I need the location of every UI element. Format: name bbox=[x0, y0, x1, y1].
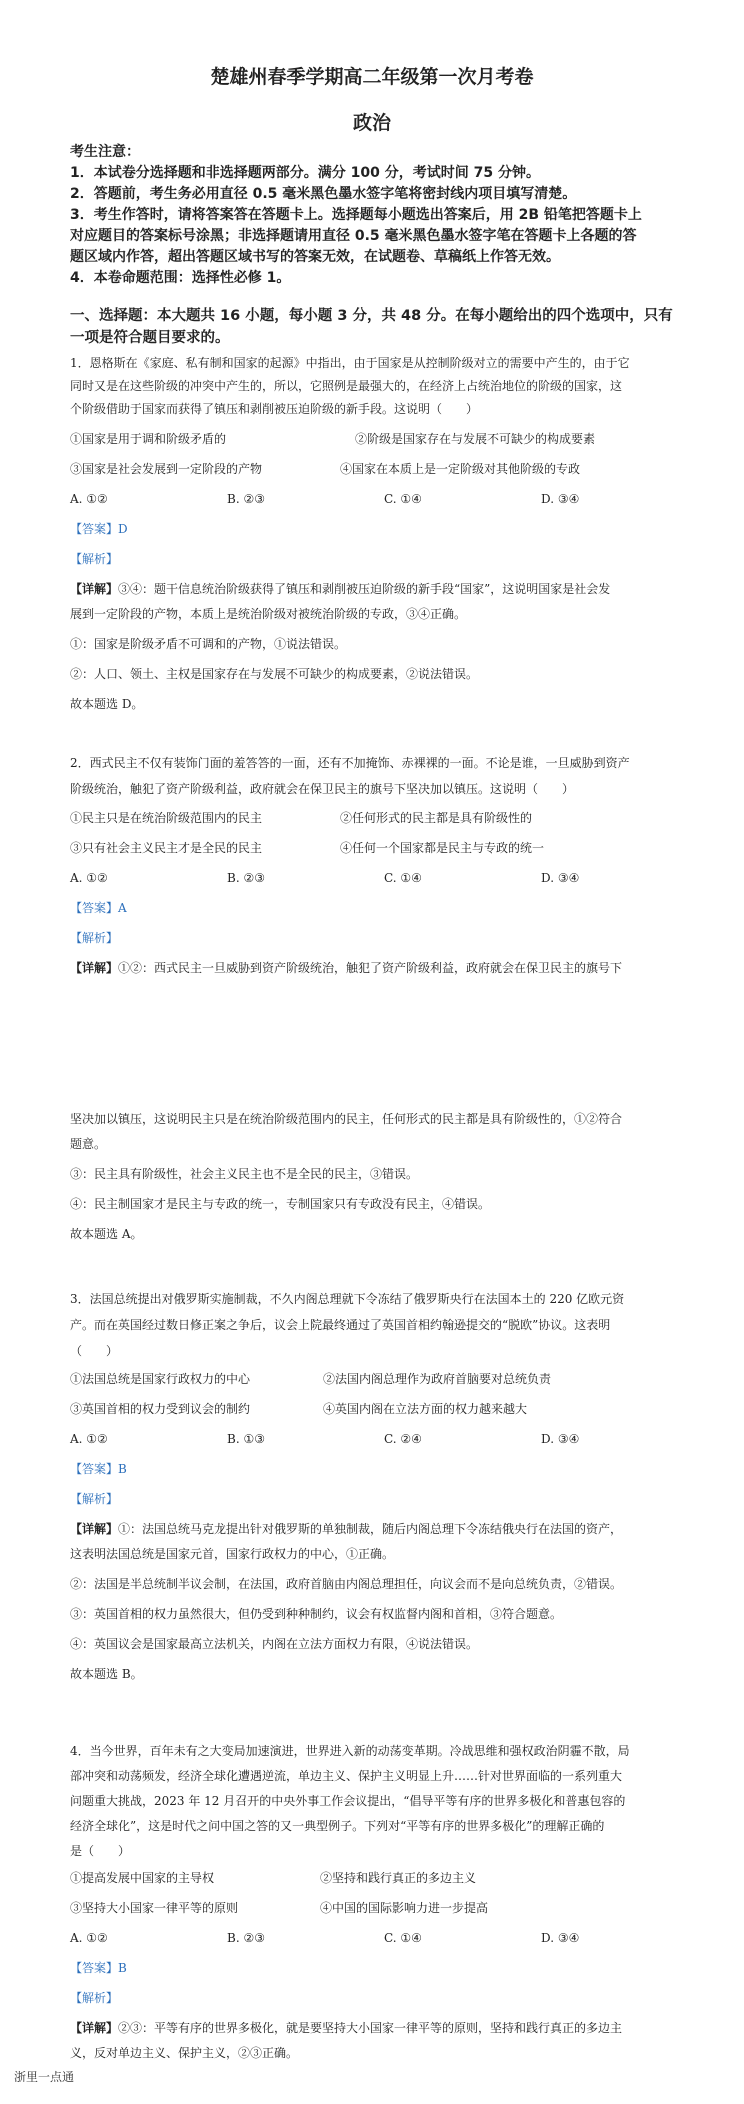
option-item: ①法国总统是国家行政权力的中心 bbox=[70, 1372, 251, 1386]
choice-b[interactable]: B. ②③ bbox=[227, 871, 265, 885]
question-stem-line: 是（ ） bbox=[70, 1844, 131, 1858]
detail-line: ③：英国首相的权力虽然很大，但仍受到种种制约，议会有权监督内阁和首相，③符合题意。 bbox=[70, 1607, 563, 1621]
option-item: ③国家是社会发展到一定阶段的产物 bbox=[70, 462, 263, 476]
choice-row bbox=[70, 1927, 695, 1950]
question-stem-line: 同时又是在这些阶级的冲突中产生的，所以，它照例是最强大的，在经济上占统治地位的阶级的国家，这 bbox=[70, 379, 623, 393]
question-2 bbox=[70, 752, 695, 980]
question-stem-line: （ ） bbox=[70, 1344, 119, 1358]
section-heading bbox=[70, 305, 690, 349]
choice-b[interactable]: B. ②③ bbox=[227, 1931, 265, 1945]
detail-text: ③④：题干信息统治阶级获得了镇压和剥削被压迫阶级的新手段“国家”，这说明国家是社会发 bbox=[118, 582, 611, 596]
option-item: ②法国内阁总理作为政府首脑要对总统负责 bbox=[323, 1372, 552, 1386]
notice-line: 2．答题前，考生务必用直径 0.5 毫米黑色墨水签字笔将密封线内项目填写清楚。 bbox=[70, 186, 577, 202]
notice-line: 对应题目的答案标号涂黑；非选择题请用直径 0.5 毫米黑色墨水签字笔在答题卡上各题的答 bbox=[70, 228, 637, 244]
choice-row bbox=[70, 488, 695, 511]
answer-label: 【答案】B bbox=[70, 1462, 127, 1476]
option-item: ③只有社会主义民主才是全民的民主 bbox=[70, 841, 263, 855]
choice-d[interactable]: D. ③④ bbox=[541, 1432, 580, 1446]
option-item: ④国家在本质上是一定阶级对其他阶级的专政 bbox=[340, 462, 581, 476]
option-row bbox=[70, 458, 695, 481]
detail-line: 展到一定阶段的产物，本质上是统治阶级对被统治阶级的专政，③④正确。 bbox=[70, 607, 467, 621]
detail-line: 义，反对单边主义、保护主义，②③正确。 bbox=[70, 2046, 299, 2060]
detail-line: 这表明法国总统是国家元首，国家行政权力的中心，①正确。 bbox=[70, 1547, 395, 1561]
section-line: 一项是符合题目要求的。 bbox=[70, 330, 230, 346]
detail-label: 【详解】 bbox=[70, 961, 119, 975]
option-row bbox=[70, 1897, 695, 1920]
choice-a[interactable]: A. ①② bbox=[70, 1931, 108, 1945]
detail-line: 故本题选 B。 bbox=[70, 1667, 143, 1681]
choice-row bbox=[70, 1428, 695, 1451]
choice-d[interactable]: D. ③④ bbox=[541, 871, 580, 885]
choice-c[interactable]: C. ①④ bbox=[384, 871, 422, 885]
choice-d[interactable]: D. ③④ bbox=[541, 492, 580, 506]
question-stem-line: 3．法国总统提出对俄罗斯实施制裁，不久内阁总理就下令冻结了俄罗斯央行在法国本土的 220 亿欧元资 bbox=[70, 1292, 625, 1306]
choice-c[interactable]: C. ②④ bbox=[384, 1432, 422, 1446]
question-stem-line: 4．当今世界，百年未有之大变局加速演进，世界进入新的动荡变革期。冷战思维和强权政治阴霾不散，局 bbox=[70, 1744, 630, 1758]
option-item: ②坚持和践行真正的多边主义 bbox=[320, 1871, 477, 1885]
question-stem-line: 部冲突和动荡频发，经济全球化遭遇逆流，单边主义、保护主义明显上升……针对世界面临的一系列重大 bbox=[70, 1769, 623, 1783]
detail-line: 故本题选 D。 bbox=[70, 697, 144, 711]
option-row bbox=[70, 1368, 695, 1391]
question-stem-line: 经济全球化”，这是时代之问中国之答的又一典型例子。下列对“平等有序的世界多极化”的理解正确的 bbox=[70, 1819, 605, 1833]
choice-a[interactable]: A. ①② bbox=[70, 1432, 108, 1446]
analysis-label: 【解析】 bbox=[70, 1991, 119, 2005]
detail-line: 坚决加以镇压，这说明民主只是在统治阶级范围内的民主，任何形式的民主都是具有阶级性的，①②符合 bbox=[70, 1112, 623, 1126]
notice-line: 4．本卷命题范围：选择性必修 1。 bbox=[70, 270, 291, 286]
detail-line: ④：民主制国家才是民主与专政的统一，专制国家只有专政没有民主，④错误。 bbox=[70, 1197, 491, 1211]
detail-line: ③：民主具有阶级性，社会主义民主也不是全民的民主，③错误。 bbox=[70, 1167, 419, 1181]
question-stem-line: 阶级统治，触犯了资产阶级利益，政府就会在保卫民主的旗号下坚决加以镇压。这说明（ ） bbox=[70, 782, 575, 796]
analysis-label: 【解析】 bbox=[70, 552, 119, 566]
choice-c[interactable]: C. ①④ bbox=[384, 1931, 422, 1945]
option-item: ②阶级是国家存在与发展不可缺少的构成要素 bbox=[355, 432, 596, 446]
option-item: ④中国的国际影响力进一步提高 bbox=[320, 1901, 489, 1915]
choice-b[interactable]: B. ①③ bbox=[227, 1432, 265, 1446]
answer-label: 【答案】A bbox=[70, 901, 127, 915]
section-line: 一、选择题：本大题共 16 小题，每小题 3 分，共 48 分。在每小题给出的四个选项中，只有 bbox=[70, 308, 673, 324]
notice-line: 题区域内作答，超出答题区域书写的答案无效，在试题卷、草稿纸上作答无效。 bbox=[70, 249, 560, 265]
notice-heading: 考生注意： bbox=[70, 144, 140, 160]
option-item: ②任何形式的民主都是具有阶级性的 bbox=[340, 811, 533, 825]
detail-label: 【详解】 bbox=[70, 2021, 119, 2035]
option-item: ①提高发展中国家的主导权 bbox=[70, 1871, 215, 1885]
answer-label: 【答案】D bbox=[70, 522, 128, 536]
option-row bbox=[70, 807, 695, 830]
notice-line: 3．考生作答时，请将答案答在答题卡上。选择题每小题选出答案后，用 2B 铅笔把答题卡上 bbox=[70, 207, 642, 223]
question-1 bbox=[70, 352, 695, 716]
analysis-label: 【解析】 bbox=[70, 931, 119, 945]
detail-text: ①：法国总统马克龙提出针对俄罗斯的单独制裁，随后内阁总理下令冻结俄央行在法国的资产， bbox=[118, 1522, 623, 1536]
option-item: ①国家是用于调和阶级矛盾的 bbox=[70, 432, 227, 446]
exam-notice bbox=[70, 142, 690, 289]
question-stem-line: 产。而在英国经过数日修正案之争后，议会上院最终通过了英国首相约翰逊提交的“脱欧”协议。这表明 bbox=[70, 1318, 611, 1332]
detail-line: ②：法国是半总统制半议会制，在法国，政府首脑由内阁总理担任，向议会而不是向总统负责，②错误。 bbox=[70, 1577, 623, 1591]
option-item: ④任何一个国家都是民主与专政的统一 bbox=[340, 841, 545, 855]
question-stem-line: 个阶级借助于国家而获得了镇压和剥削被压迫阶级的新手段。这说明（ ） bbox=[70, 402, 479, 416]
option-row bbox=[70, 837, 695, 860]
detail-label: 【详解】 bbox=[70, 1522, 119, 1536]
detail-label: 【详解】 bbox=[70, 582, 119, 596]
choice-d[interactable]: D. ③④ bbox=[541, 1931, 580, 1945]
detail-line: 故本题选 A。 bbox=[70, 1227, 143, 1241]
notice-line: 1．本试卷分选择题和非选择题两部分。满分 100 分，考试时间 75 分钟。 bbox=[70, 165, 540, 181]
choice-a[interactable]: A. ①② bbox=[70, 871, 108, 885]
option-row bbox=[70, 1867, 695, 1890]
question-stem-line: 问题重大挑战，2023 年 12 月召开的中央外事工作会议提出，“倡导平等有序的世界多极化和普惠包容的 bbox=[70, 1794, 626, 1808]
option-item: ③英国首相的权力受到议会的制约 bbox=[70, 1402, 251, 1416]
detail-line: 题意。 bbox=[70, 1137, 107, 1151]
question-4 bbox=[70, 1740, 695, 2065]
analysis-label: 【解析】 bbox=[70, 1492, 119, 1506]
option-item: ③坚持大小国家一律平等的原则 bbox=[70, 1901, 239, 1915]
detail-line bbox=[70, 1518, 695, 1541]
detail-line bbox=[70, 578, 695, 601]
option-item: ①民主只是在统治阶级范围内的民主 bbox=[70, 811, 263, 825]
exam-title: 楚雄州春季学期高二年级第一次月考卷 bbox=[210, 66, 534, 88]
subject-title: 政治 bbox=[352, 112, 391, 134]
choice-b[interactable]: B. ②③ bbox=[227, 492, 265, 506]
question-2-continued bbox=[70, 1108, 695, 1246]
choice-a[interactable]: A. ①② bbox=[70, 492, 108, 506]
option-item: ④英国内阁在立法方面的权力越来越大 bbox=[323, 1402, 528, 1416]
footer-watermark: 浙里一点通 bbox=[14, 2070, 75, 2084]
detail-line: ④：英国议会是国家最高立法机关，内阁在立法方面权力有限，④说法错误。 bbox=[70, 1637, 479, 1651]
choice-c[interactable]: C. ①④ bbox=[384, 492, 422, 506]
choice-row bbox=[70, 867, 695, 890]
detail-line: ①：国家是阶级矛盾不可调和的产物，①说法错误。 bbox=[70, 637, 347, 651]
question-stem-line: 2．西式民主不仅有装饰门面的羞答答的一面，还有不加掩饰、赤裸裸的一面。不论是谁，一旦威胁到资产 bbox=[70, 756, 630, 770]
detail-line bbox=[70, 2017, 695, 2040]
detail-text: ②③：平等有序的世界多极化，就是要坚持大小国家一律平等的原则，坚持和践行真正的多边主 bbox=[118, 2021, 623, 2035]
question-stem-line: 1．恩格斯在《家庭、私有制和国家的起源》中指出，由于国家是从控制阶级对立的需要中产生的，由于它 bbox=[70, 356, 630, 370]
option-row bbox=[70, 1398, 695, 1421]
detail-line: ②：人口、领土、主权是国家存在与发展不可缺少的构成要素，②说法错误。 bbox=[70, 667, 479, 681]
option-row bbox=[70, 428, 695, 451]
question-3 bbox=[70, 1288, 695, 1686]
answer-label: 【答案】B bbox=[70, 1961, 127, 1975]
detail-text: ①②：西式民主一旦威胁到资产阶级统治，触犯了资产阶级利益，政府就会在保卫民主的旗号下 bbox=[118, 961, 623, 975]
detail-line bbox=[70, 957, 695, 980]
